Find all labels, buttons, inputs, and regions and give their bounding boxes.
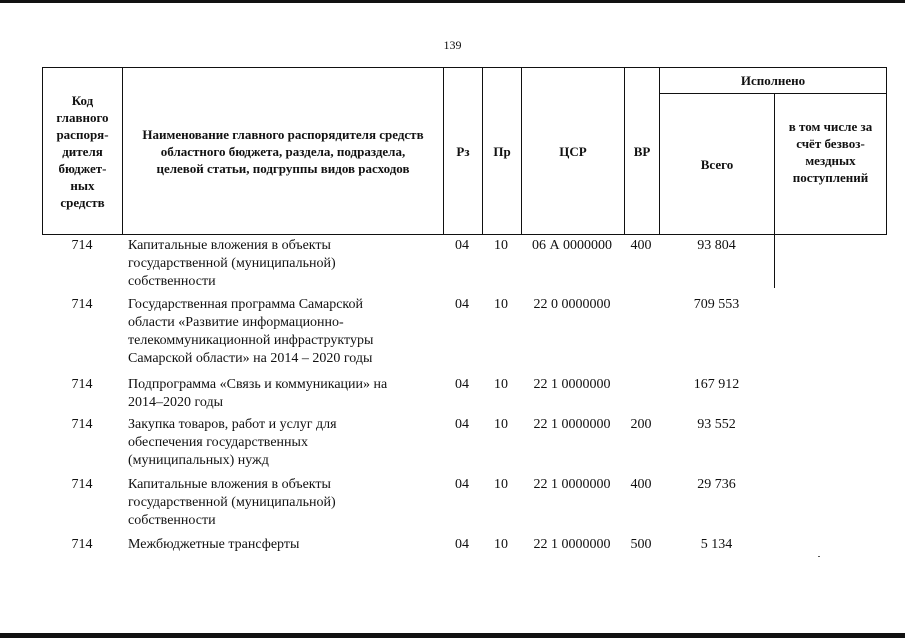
cell-pr: 10: [494, 377, 508, 392]
cell-rz: 04: [455, 417, 469, 432]
cell-rz: 04: [455, 377, 469, 392]
table-header: [42, 67, 887, 235]
cell-csr: 22 1 0000000: [533, 417, 611, 432]
cell-pr: 10: [494, 238, 508, 253]
header-including: в том числе за счёт безвоз-мездных поступлений: [788, 118, 873, 185]
cell-csr: 06 А 0000000: [531, 238, 613, 253]
page-bottom-edge: [0, 633, 905, 638]
cell-csr: 22 1 0000000: [533, 537, 611, 552]
cell-total: 5 134: [700, 537, 733, 552]
cell-pr: 10: [494, 297, 508, 312]
cell-code: 714: [71, 377, 93, 392]
cell-total: 29 736: [697, 477, 736, 492]
cell-csr: 22 1 0000000: [533, 477, 611, 492]
cell-vr: 500: [630, 537, 652, 552]
cell-total: 709 553: [693, 297, 740, 312]
header-pr: Пр: [493, 143, 511, 159]
cell-vr: 400: [630, 477, 652, 492]
cell-rz: 04: [455, 238, 469, 253]
page-number: 139: [443, 38, 462, 52]
cell-code: 714: [71, 297, 93, 312]
cell-csr: 22 0 0000000: [533, 297, 611, 312]
cell-name: Закупка товаров, работ и услуг для обеспечения государственных (муниципальных) нужд: [128, 417, 337, 468]
cell-vr: 200: [630, 417, 652, 432]
cell-pr: 10: [494, 417, 508, 432]
header-rz: Рз: [456, 143, 470, 159]
header-code: Код главного распоря-дителя бюджет-ных средств: [56, 92, 109, 210]
cell-name: Подпрограмма «Связь и коммуникации» на 2014–2020 годы: [128, 377, 388, 410]
cell-code: 714: [71, 238, 93, 253]
cell-code: 714: [71, 417, 93, 432]
cell-rz: 04: [455, 537, 469, 552]
cell-code: 714: [71, 537, 93, 552]
header-csr: ЦСР: [559, 143, 587, 159]
cell-pr: 10: [494, 477, 508, 492]
cell-code: 714: [71, 477, 93, 492]
page-top-edge: [0, 0, 905, 3]
cell-total: 167 912: [693, 377, 740, 392]
cell-total: 93 552: [697, 417, 736, 432]
cell-name: Капитальные вложения в объекты государственной (муниципальной) собственности: [128, 477, 336, 528]
column-divider: [774, 235, 775, 288]
cell-name: Капитальные вложения в объекты государственной (муниципальной) собственности: [128, 238, 336, 289]
cell-pr: 10: [494, 537, 508, 552]
cell-total: 93 804: [697, 238, 736, 253]
header-executed: Исполнено: [740, 73, 806, 88]
cell-csr: 22 1 0000000: [533, 377, 611, 392]
header-vr: ВР: [633, 143, 651, 159]
header-name: Наименование главного распорядителя средств областного бюджета, раздела, подраздела, целевой статьи, подгруппы видов расходов: [142, 126, 424, 176]
header-total: Всего: [700, 156, 734, 172]
scan-speck: [818, 556, 820, 557]
cell-name: Межбюджетные трансферты: [128, 537, 300, 552]
cell-rz: 04: [455, 477, 469, 492]
cell-vr: 400: [630, 238, 652, 253]
cell-name: Государственная программа Самарской области «Развитие информационно-телекоммуникационной инфраструктуры Самарской области» на 2014 – 2020 годы: [128, 297, 374, 366]
cell-rz: 04: [455, 297, 469, 312]
